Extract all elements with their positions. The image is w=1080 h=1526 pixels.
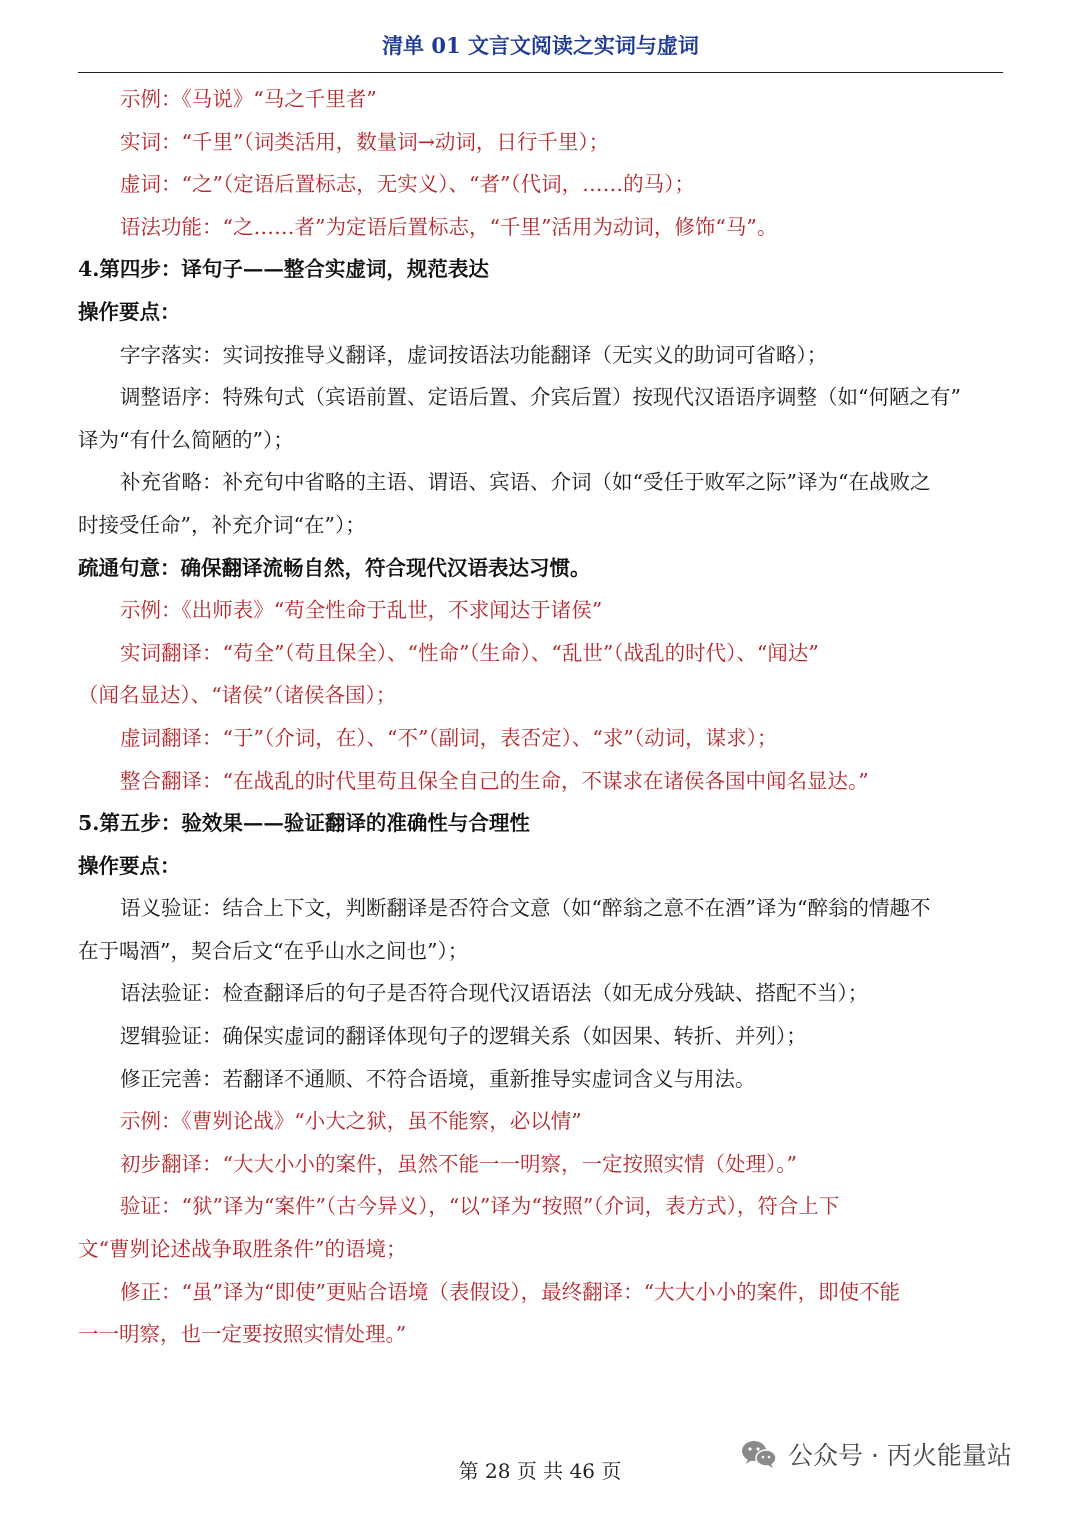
- text-line: 虚词翻译：“于”（介词，在）、“不”（副词，表否定）、“求”（动词，谋求）；: [120, 725, 778, 750]
- text-line: 修正：“虽”译为“即使”更贴合语境（表假设），最终翻译：“大大小小的案件，即使不能: [120, 1279, 901, 1304]
- text-line: 示例：《曹刿论战》“小大之狱，虽不能察，必以情”: [120, 1109, 582, 1134]
- text-line: 译为“有什么简陋的”）；: [78, 427, 294, 452]
- text-line: 4.第四步：译句子——整合实虚词，规范表达: [78, 257, 489, 282]
- header-divider: [78, 72, 1003, 73]
- text-line: 操作要点：: [78, 853, 181, 878]
- text-line: 一一明察，也一定要按照实情处理。”: [78, 1322, 407, 1347]
- watermark: [740, 1436, 1012, 1472]
- text-line: 补充省略：补充句中省略的主语、谓语、宾语、介词（如“受任于败军之际”译为“在战败之: [120, 470, 931, 495]
- text-line: 5.第五步：验效果——验证翻译的准确性与合理性: [78, 811, 530, 836]
- text-line: 调整语序：特殊句式（宾语前置、定语后置、介宾后置）按现代汉语语序调整（如“何陋之有”: [120, 385, 961, 410]
- text-line: 语法功能：“之……者”为定语后置标志，“千里”活用为动词，修饰“马”。: [120, 214, 778, 239]
- watermark-text: 公众号 · 丙火能量站: [788, 1441, 1012, 1470]
- text-line: 在于喝酒”，契合后文“在乎山水之间也”）；: [78, 938, 469, 963]
- text-line: 修正完善：若翻译不通顺、不符合语境，重新推导实虚词含义与用法。: [120, 1066, 756, 1091]
- text-line: 语法验证：检查翻译后的句子是否符合现代汉语语法（如无成分残缺、搭配不当）；: [120, 981, 869, 1006]
- text-line: 疏通句意：确保翻译流畅自然，符合现代汉语表达习惯。: [78, 555, 591, 580]
- text-line: 示例：《马说》“马之千里者”: [120, 87, 377, 111]
- text-line: 验证：“狱”译为“案件”（古今异义），“以”译为“按照”（介词，表方式），符合上下: [120, 1194, 840, 1219]
- text-line: 时接受任命”，补充介词“在”）；: [78, 512, 366, 537]
- text-line: 整合翻译：“在战乱的时代里苟且保全自己的生命，不谋求在诸侯各国中闻名显达。”: [120, 768, 869, 793]
- text-line: （闻名显达）、“诸侯”（诸侯各国）；: [78, 683, 397, 708]
- text-line: 字字落实：实词按推导义翻译，虚词按语法功能翻译（无实义的助词可省略）；: [120, 342, 828, 367]
- text-line: 实词翻译：“苟全”（苟且保全）、“性命”（生命）、“乱世”（战乱的时代）、“闻达”: [120, 640, 819, 665]
- wechat-icon: [740, 1438, 778, 1470]
- text-line: 逻辑验证：确保实虚词的翻译体现句子的逻辑关系（如因果、转折、并列）；: [120, 1024, 807, 1049]
- text-line: 虚词：“之”（定语后置标志，无实义）、“者”（代词，……的马）；: [120, 172, 695, 197]
- page-number: 第 28 页 共 46 页: [458, 1459, 622, 1483]
- document-body: [78, 78, 1004, 1356]
- text-line: 实词：“千里”（词类活用，数量词→动词，日行千里）；: [120, 129, 610, 154]
- page-header-title: 清单 01 文言文阅读之实词与虚词: [382, 33, 699, 58]
- text-line: 操作要点：: [78, 299, 181, 324]
- text-line: 语义验证：结合上下文，判断翻译是否符合文意（如“醉翁之意不在酒”译为“醉翁的情趣不: [120, 896, 931, 921]
- text-line: 文“曹刿论述战争取胜条件”的语境；: [78, 1237, 407, 1262]
- text-line: 初步翻译：“大大小小的案件，虽然不能一一明察，一定按照实情（处理）。”: [120, 1151, 797, 1176]
- text-line: 示例：《出师表》“苟全性命于乱世，不求闻达于诸侯”: [120, 598, 603, 623]
